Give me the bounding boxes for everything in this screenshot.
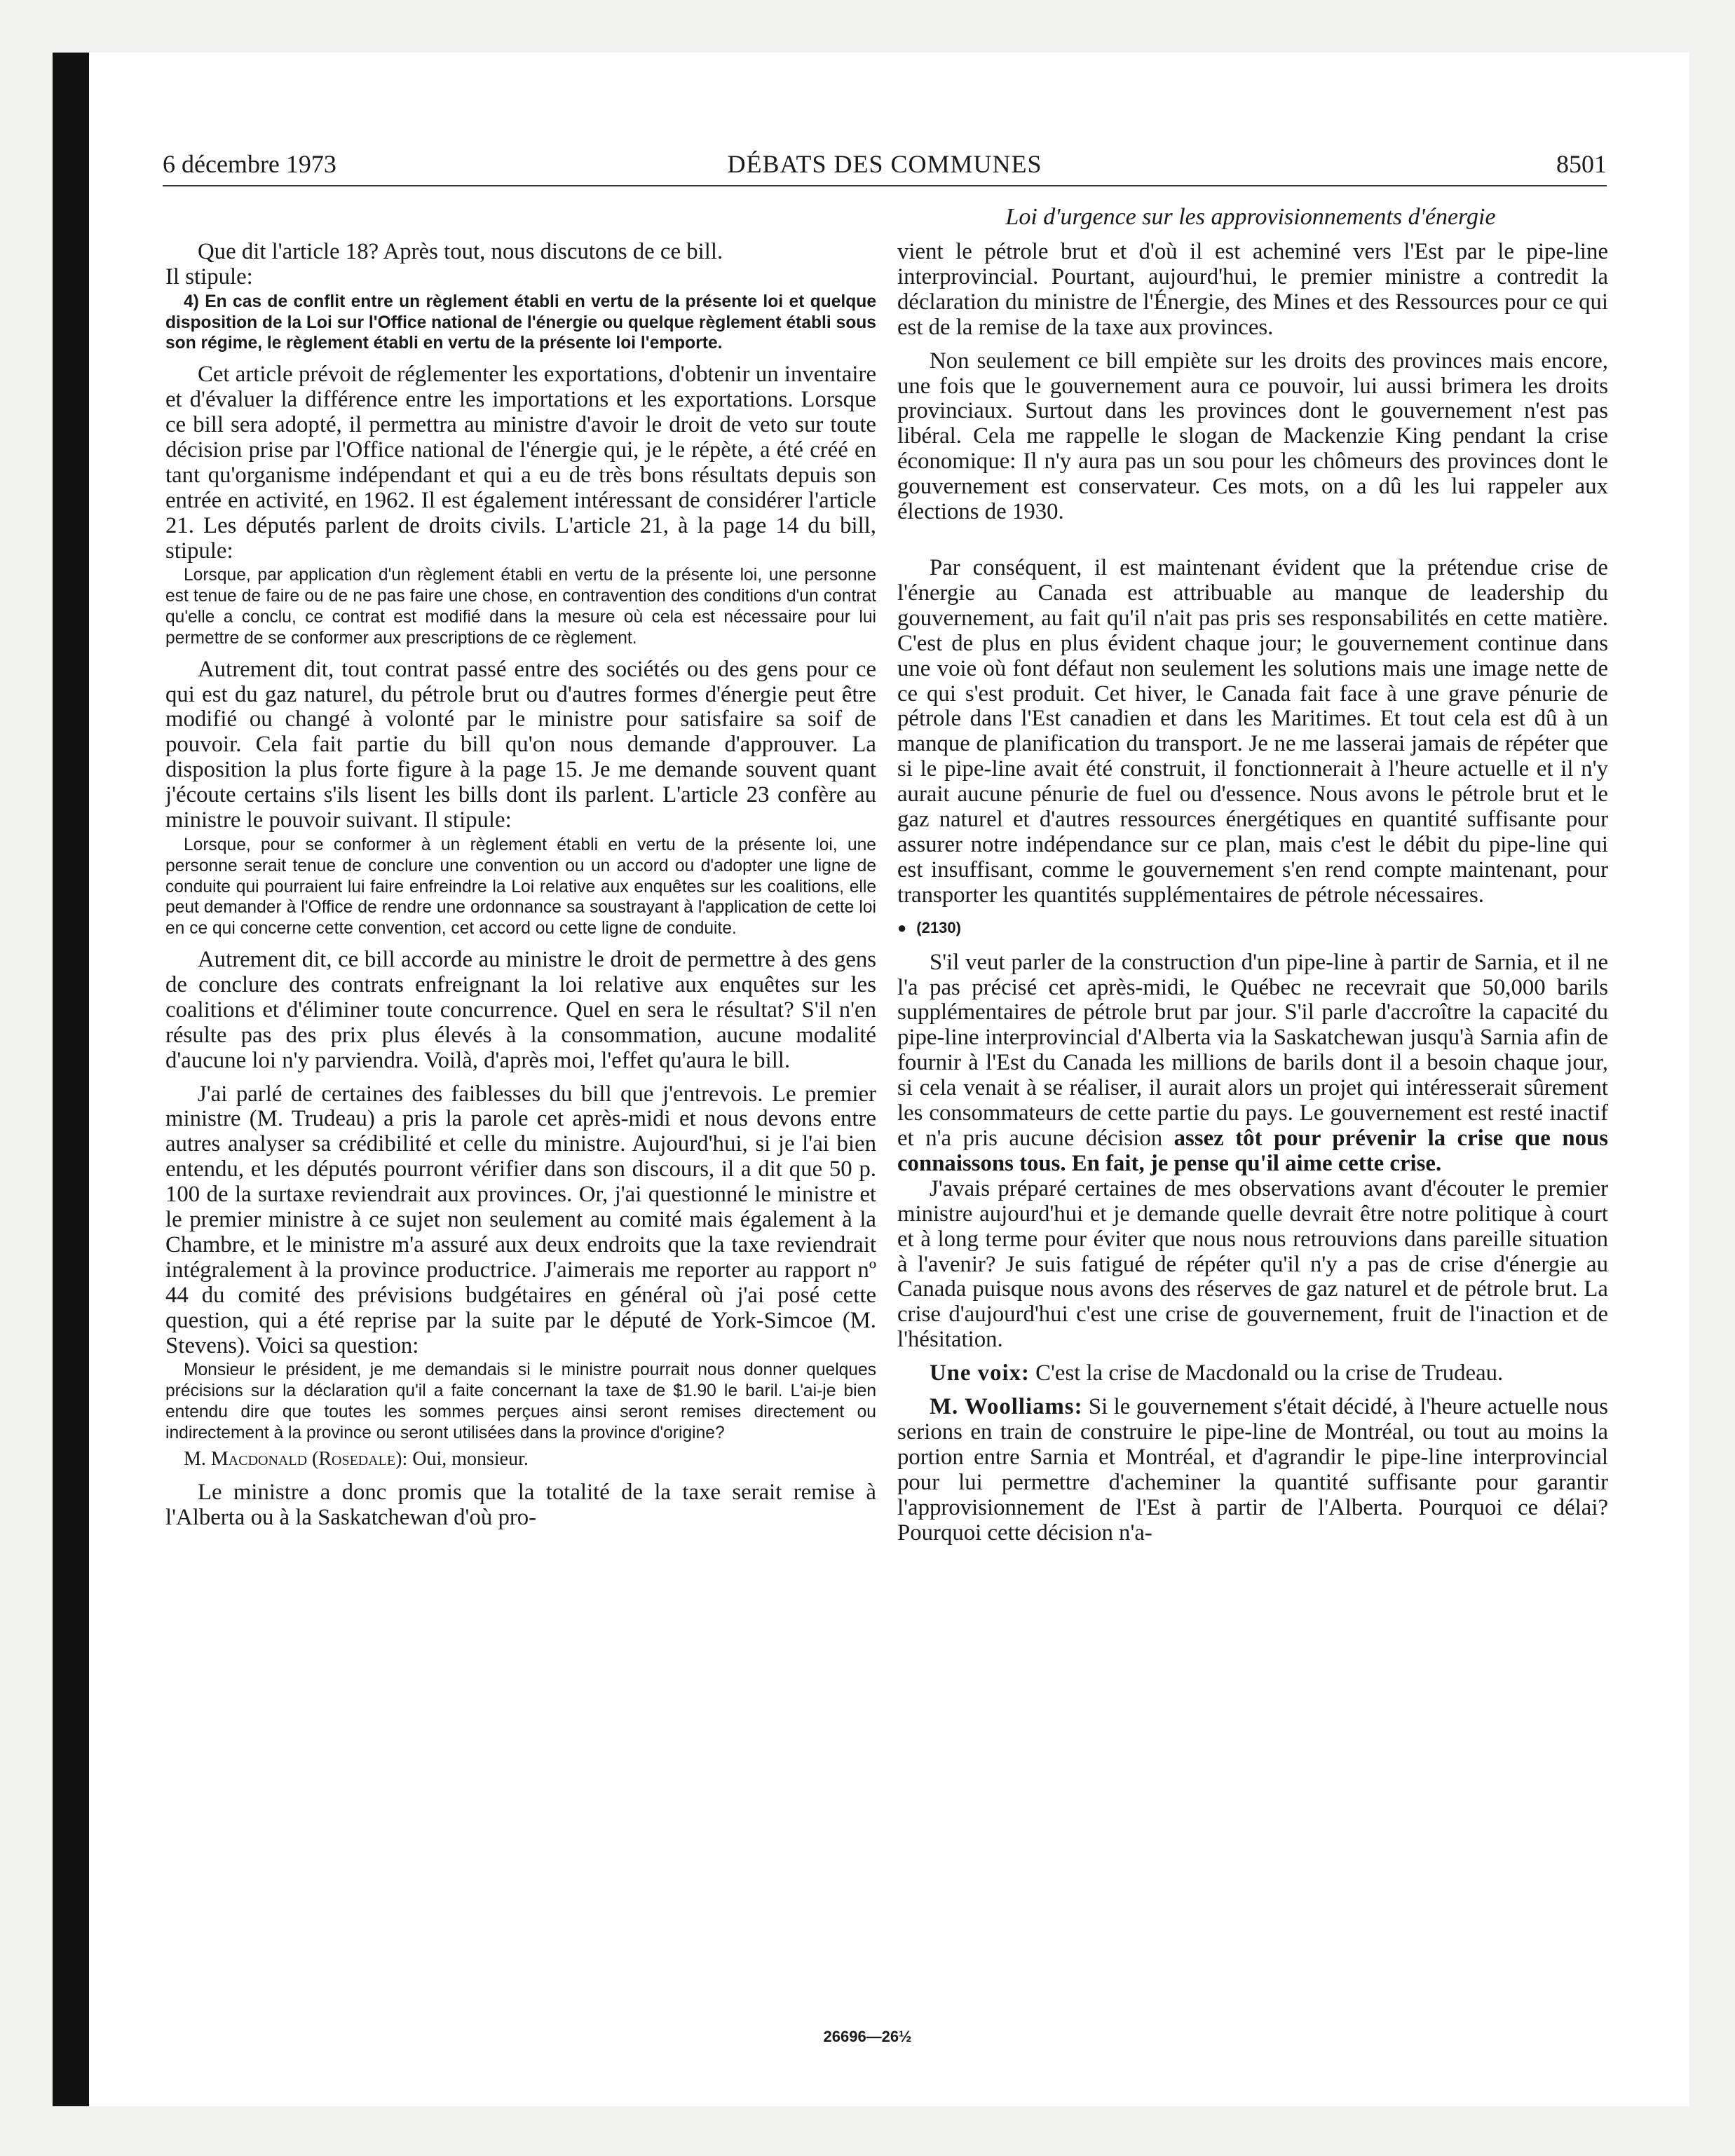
header-title: DÉBATS DES COMMUNES	[727, 150, 1042, 178]
paragraph: J'avais préparé certaines de mes observations avant d'écouter le premier ministre aujourd'hui et je demande quelle devrait être notre politique à court et à long terme pour éviter que nous nous retrouvions dans pareille situation à l'avenir? Je suis fatigué de répéter qu'il n'y a pas de crise d'énergie au Canada puisque nous avons des réserves de gaz naturel et de pétrole brut. La crise d'aujourd'hui c'est une crise de gouvernement, fruit de l'inaction et de l'hésitation.	[897, 1175, 1608, 1353]
speaker-reply	[165, 1447, 876, 1472]
page-number: 8501	[1556, 150, 1607, 178]
paragraph: J'ai parlé de certaines des faiblesses du bill que j'entrevois. Le premier ministre (M. Trudeau) a pris la parole cet après-midi et nous devons entre autres analyser sa crédibilité et celle du ministre. Aujourd'hui, si je l'ai bien entendu, et les députés pourront vérifier dans son discours, il a dit que 50 p. 100 de la surtaxe reviendrait aux provinces. Or, j'ai questionné le ministre et le premier ministre à ce sujet non seulement au comité mais également à la Chambre, et le ministre m'a assuré aux deux endroits que la taxe reviendrait intégralement à la province productrice. J'aimerais me reporter au rapport nº 44 du comité des prévisions budgétaires en général où j'ai posé cette question, qui a été reprise par la suite par le député de York-Simcoe (M. Stevens). Voici sa question:	[165, 1081, 876, 1358]
speaker-name: Une voix:	[930, 1360, 1030, 1386]
speech	[897, 1395, 1608, 1546]
quoted-article-23: Lorsque, pour se conformer à un règlement établi en vertu de la présente loi, une personne serait tenue de conclure une convention ou un accord ou d'adopter une ligne de conduite qui pourraient lui faire enfreindre la Loi relative aux enquêtes sur les coalitions, elle peut demander à l'Office de rendre une ordonnance sa soustrayant à l'application de cette loi en ce qui concerne cette convention, cet accord ou cette ligne de conduite.	[165, 835, 876, 939]
paragraph: Cet article prévoit de réglementer les exportations, d'obtenir un inventaire et d'évaluer la différence entre les importations et les exportations. Lorsque ce bill sera adopté, il permettra au ministre d'avoir le droit de veto sur toute décision prise par l'Office national de l'énergie qui, je le répète, a été créé en tant qu'organisme indépendant et qui a eu de très bons résultats depuis son entrée en activité, en 1962. Il est également intéressant de considérer l'article 21. Les députés parlent de droits civils. L'article 21, à la page 14 du bill, stipule:	[165, 362, 876, 564]
paragraph: Par conséquent, il est maintenant évident que la prétendue crise de l'énergie au Canada est attribuable au manque de leadership du gouvernement, au fait qu'il n'ait pas pris ses responsabilités en cette matière. C'est de plus en plus évident chaque jour; le gouvernement continue dans une voie où font défaut non seulement les solutions mais une image nette de ce qui s'est produit. Cet hiver, le Canada fait face à une grave pénurie de pétrole dans l'Est canadien et dans les Maritimes. Et tout cela est dû à un manque de planification du transport. Je ne me lasserai jamais de répéter que si le pipe-line avait été construit, il fonctionnerait à l'heure actuelle et il n'y aurait aucune pénurie de fuel ou d'essence. Nous avons le pétrole brut et le gaz naturel et d'autres ressources énergétiques en quantité suffisante pour assurer notre indépendance sur ce plan, mais c'est le débit du pipe-line qui est insuffisant, comme le gouvernement s'en rend compte maintenant, pour transporter les quantités supplémentaires de pétrole nécessaires.	[897, 554, 1608, 908]
quoted-question: Monsieur le président, je me demandais si le ministre pourrait nous donner quelques précisions sur la déclaration qu'il a faite concernant la taxe de $1.90 le baril. L'ai-je bien entendu dire que toutes les sommes perçues ainsi seront remises directement ou indirectement à la province ou seront utilisées dans la province d'origine?	[165, 1360, 876, 1442]
paragraph: Que dit l'article 18? Après tout, nous discutons de ce bill.	[198, 240, 723, 264]
paragraph-text: S'il veut parler de la construction d'un pipe-line à partir de Sarnia, et il ne l'a pas précisé cet après-midi, le Québec ne recevrait que 50,000 barils supplémentaires de pétrole brut par jour. S'il parle d'accroître la capacité du pipe-line interprovincial d'Alberta via la Saskatchewan jusqu'à Sarnia afin de fournir à l'Est du Canada les millions de barils dont il a besoin chaque jour, si cela venait à se réaliser, il aurait alors un projet qui intéresserait sûrement les consommateurs de cette partie du pays. Le gouvernement est resté inactif et n'a pris aucune décision	[897, 949, 1608, 1151]
speaker-text: Oui, monsieur.	[407, 1447, 529, 1470]
interjection	[897, 1361, 1608, 1386]
left-column	[165, 240, 876, 2034]
running-title: Loi d'urgence sur les approvisionnements d'énergie	[1005, 204, 1496, 230]
speaker-text: Si le gouvernement s'était décidé, à l'heure actuelle nous serions en train de construire le pipe-line de Montréal, ou tout au moins la portion entre Sarnia et Montréal, et d'agrandir le pipe-line interprovincial pour lui permettre d'acheminer la quantité suffisante pour garantir l'approvisionnement de l'Est à partir de l'Alberta. Pourquoi ce délai? Pourquoi cette décision n'a-	[897, 1394, 1608, 1546]
header-rule	[163, 185, 1607, 186]
paragraph: Le ministre a donc promis que la totalité de la taxe serait remise à l'Alberta ou à la Saskatchewan d'où pro-	[165, 1479, 876, 1530]
header-date: 6 décembre 1973	[163, 150, 336, 178]
paragraph: Non seulement ce bill empiète sur les droits des provinces mais encore, une fois que le gouvernement aura ce pouvoir, lui aussi brimera les droits provinciaux. Surtout dans les provinces dont le gouvernement n'est pas libéral. Cela me rappelle le slogan de Mackenzie King pendant la crise économique: Il n'y aura pas un sou pour les chômeurs des provinces dont le gouvernement est conservateur. Ces mots, on a dû les lui rappeler aux élections de 1930.	[897, 348, 1608, 525]
paragraph-text-bold: assez tôt pour prévenir la crise que nous connaissons tous. En fait, je pense qu'il aime cette crise.	[897, 1126, 1608, 1176]
right-column	[897, 240, 1608, 2034]
bullet-icon: ●	[897, 918, 907, 936]
paragraph: Autrement dit, ce bill accorde au ministre le droit de permettre à des gens de conclure des contrats enfreignant la loi relative aux enquêtes sur les coalitions et d'éliminer toute concurrence. Quel en sera le résultat? S'il n'en résulte pas des prix plus élevés à la consommation, aucune modalité d'aucune loi n'y parviendra. Voilà, d'après moi, l'effet qu'aura le bill.	[165, 946, 876, 1073]
speaker-text: C'est la crise de Macdonald ou la crise de Trudeau.	[1029, 1360, 1504, 1386]
paragraph	[897, 950, 1608, 1177]
paragraph-continuation: Il stipule:	[165, 264, 253, 289]
page-header	[163, 149, 1607, 179]
quoted-article-18: 4) En cas de conflit entre un règlement établi en vertu de la présente loi et quelque disposition de la Loi sur l'Office national de l'énergie ou quelque règlement établi sous son régime, le règlement établi en vertu de la présente loi l'emporte.	[165, 292, 876, 353]
print-code: 26696—26½	[823, 2028, 912, 2045]
time-marker	[897, 915, 1608, 941]
binding-edge	[53, 53, 89, 2106]
speaker-name: M. Macdonald (Rosedale):	[184, 1447, 408, 1470]
paragraph-continuation: vient le pétrole brut et d'où il est acheminé vers l'Est par le pipe-line interprovincial. Pourtant, aujourd'hui, le premier ministre a contredit la déclaration du ministre de l'Énergie, des Mines et des Ressources pour ce qui est de la remise de la taxe aux provinces.	[897, 240, 1608, 340]
speaker-name: M. Woolliams:	[930, 1394, 1083, 1420]
paragraph: Autrement dit, tout contrat passé entre des sociétés ou des gens pour ce qui est du gaz naturel, du pétrole brut ou d'autres formes d'énergie peut être modifié ou changé à volonté par le ministre pour satisfaire sa soif de pouvoir. Cela fait partie du bill qu'on nous demande d'approuver. La disposition la plus forte figure à la page 15. Je me demande souvent quant j'écoute certains s'ils lisent les bills dont ils parlent. L'article 23 confère au ministre le pouvoir suivant. Il stipule:	[165, 656, 876, 833]
quoted-article-21: Lorsque, par application d'un règlement établi en vertu de la présente loi, une personne est tenue de faire ou de ne pas faire une chose, en contravention des conditions d'un contrat qu'elle a conclu, ce contrat est modifié dans la mesure où cela est nécessaire pour lui permettre de se conformer aux prescriptions de ce règlement.	[165, 566, 876, 648]
time-marker-text: (2130)	[916, 918, 961, 936]
